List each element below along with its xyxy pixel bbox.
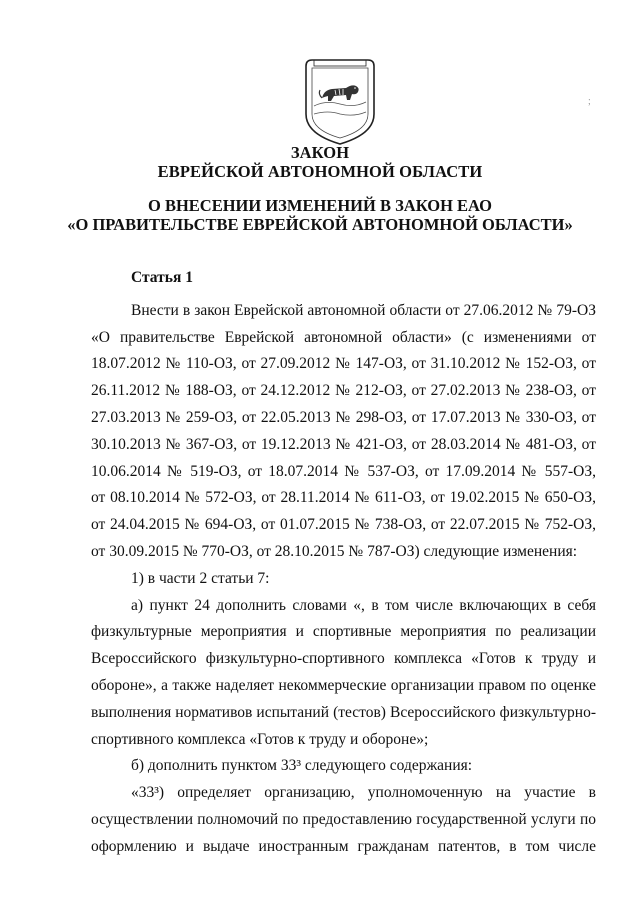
text-line: Внести в закон Еврейской автономной области от 27.06.2012 № 79-ОЗ (131, 301, 596, 319)
text-line: 10.06.2014 № 519-ОЗ, от 18.07.2014 № 537-ОЗ, от 17.09.2014 № 557-ОЗ, (91, 462, 596, 480)
document-body (91, 265, 596, 861)
law-subtitle (0, 196, 640, 234)
text-line: физкультурные мероприятия и спортивные мероприятия по реализации (91, 623, 596, 641)
text-line: от 24.04.2015 № 694-ОЗ, от 01.07.2015 № 738-ОЗ, от 22.07.2015 № 752-ОЗ, (91, 516, 596, 534)
paragraph-item-a (91, 593, 596, 754)
subtitle-line: «О ПРАВИТЕЛЬСТВЕ ЕВРЕЙСКОЙ АВТОНОМНОЙ ОБЛАСТИ» (67, 215, 573, 234)
text-line: 30.10.2013 № 367-ОЗ, от 19.12.2013 № 421-ОЗ, от 28.03.2014 № 481-ОЗ, от (91, 435, 596, 453)
article-heading: Статья 1 (131, 269, 193, 286)
text-line: выполнения нормативов испытаний (тестов) Всероссийского физкультурно- (91, 703, 596, 721)
text-line: 26.11.2012 № 188-ОЗ, от 24.12.2012 № 212-ОЗ, от 27.02.2013 № 238-ОЗ, от (91, 382, 596, 400)
title-line: ЗАКОН (290, 143, 350, 162)
text-line: обороне», а также наделяет некоммерческие организации правом по оценке (91, 676, 596, 694)
text-line: Всероссийского физкультурно-спортивного комплекса «Готов к труду и (91, 650, 596, 668)
law-title (0, 143, 640, 181)
text-line: 27.03.2013 № 259-ОЗ, от 22.05.2013 № 298-ОЗ, от 17.07.2013 № 330-ОЗ, от (91, 408, 596, 426)
paragraph-item-b: б) дополнить пунктом 33³ следующего содержания: (131, 757, 473, 775)
subtitle-line: О ВНЕСЕНИИ ИЗМЕНЕНИЙ В ЗАКОН ЕАО (148, 196, 492, 215)
text-line: спортивного комплекса «Готов к труду и обороне»; (91, 730, 429, 748)
text-line: от 30.09.2015 № 770-ОЗ, от 28.10.2015 № 787-ОЗ) следующие изменения: (91, 542, 578, 560)
text-line: оформлению и выдаче иностранным гражданам патентов, в том числе (91, 837, 596, 855)
paragraph-intro (91, 298, 596, 566)
margin-mark: ; (588, 96, 591, 107)
text-line: осуществлении полномочий по предоставлению государственной услуги по (91, 810, 596, 828)
text-line: от 08.10.2014 № 572-ОЗ, от 28.11.2014 № 611-ОЗ, от 19.02.2015 № 650-ОЗ, (91, 489, 596, 507)
paragraph-item-1: 1) в части 2 статьи 7: (131, 569, 270, 587)
tiger-coat-of-arms-icon (300, 54, 380, 146)
paragraph-item-33 (91, 780, 596, 860)
text-line: «33³) определяет организацию, уполномоченную на участие в (131, 784, 596, 802)
text-line: «О правительстве Еврейской автономной области» (с изменениями от (91, 328, 596, 346)
text-line: а) пункт 24 дополнить словами «, в том числе включающих в себя (131, 596, 596, 614)
text-line: 18.07.2012 № 110-ОЗ, от 27.09.2012 № 147-ОЗ, от 31.10.2012 № 152-ОЗ, от (91, 355, 596, 373)
title-line: ЕВРЕЙСКОЙ АВТОНОМНОЙ ОБЛАСТИ (157, 162, 483, 181)
